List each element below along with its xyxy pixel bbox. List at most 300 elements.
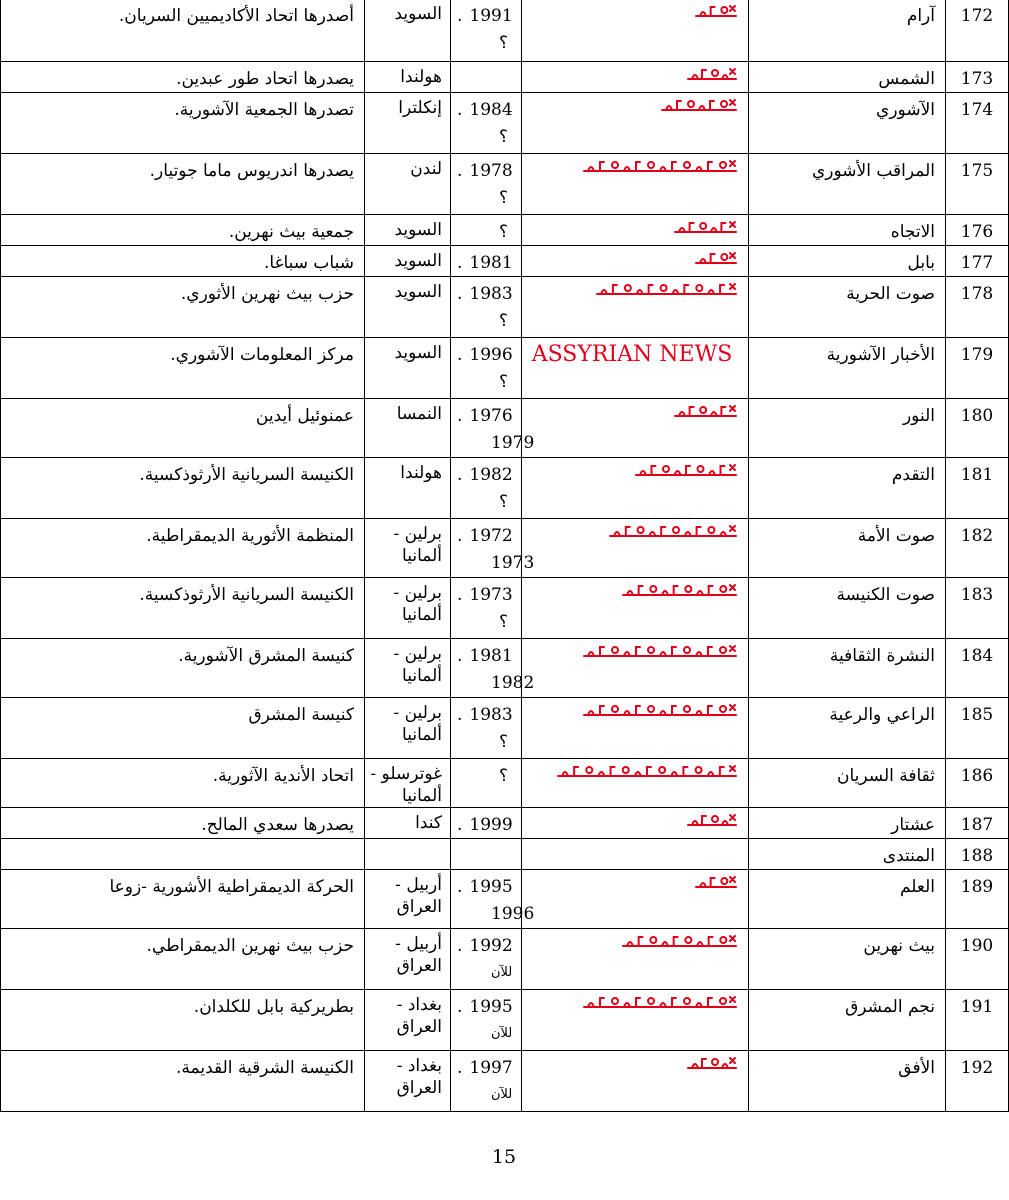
syriac-name-cell (522, 62, 749, 93)
row-number: 172 (960, 6, 994, 26)
number-cell (946, 277, 1009, 338)
year-dot: . (457, 936, 463, 956)
title-text: عشتار (891, 815, 935, 835)
country-line: ألمانيا (402, 725, 442, 745)
country-cell (365, 839, 451, 870)
year-dot: . (457, 877, 463, 897)
year-dot: . (457, 585, 463, 605)
number-cell (946, 639, 1009, 698)
title-cell (749, 338, 946, 399)
notes-cell (1, 990, 365, 1051)
number-cell (946, 0, 1009, 62)
year-end: ؟ (499, 372, 509, 392)
table-row (1, 399, 1009, 458)
notes-text: الكنيسة السريانية الأرثوذكسية. (139, 585, 354, 605)
row-number: 173 (960, 69, 994, 89)
notes-text: كنيسة المشرق (248, 705, 354, 725)
year-dot: . (457, 646, 463, 666)
syriac-name-cell (522, 578, 749, 639)
syriac-name-cell (522, 215, 749, 246)
country-cell (365, 578, 451, 639)
year-end: ؟ (499, 492, 509, 512)
title-cell (749, 154, 946, 215)
notes-text: عمنوئيل أيدين (255, 406, 354, 426)
number-cell (946, 93, 1009, 154)
syriac-name-cell (522, 639, 749, 698)
title-cell (749, 519, 946, 578)
year-dot: . (457, 815, 463, 835)
syriac-script-glyphs (694, 872, 738, 894)
year-dot: . (457, 997, 463, 1017)
syriac-name-cell (522, 246, 749, 277)
row-number: 185 (960, 705, 994, 725)
country-line: النمسا (396, 404, 442, 424)
notes-text: الكنيسة السريانية الأرثوذكسية. (139, 465, 354, 485)
table-row (1, 246, 1009, 277)
year-line (451, 399, 521, 429)
country-line: إنكلترا (398, 98, 442, 118)
notes-cell (1, 62, 365, 93)
syriac-script-glyphs (673, 217, 738, 239)
year-end: 1996 (491, 904, 535, 924)
year-dot: . (457, 100, 463, 120)
year-cell (451, 639, 535, 698)
syriac-script-glyphs (582, 700, 738, 722)
syriac-script-glyphs (686, 810, 738, 832)
number-cell (946, 990, 1009, 1051)
notes-text: الكنيسة الشرقية القديمة. (176, 1058, 354, 1078)
table-row (1, 578, 1009, 639)
title-text: الراعي والرعية (829, 705, 935, 725)
title-cell (749, 215, 946, 246)
notes-text: يصدرها سعدي المالح. (201, 815, 354, 835)
notes-cell (1, 698, 365, 759)
year-line (451, 698, 521, 728)
notes-text: أصدرها اتحاد الأكاديميين السريان. (118, 6, 354, 26)
notes-cell (1, 338, 365, 399)
syriac-script-glyphs (621, 580, 738, 602)
table-row (1, 0, 1009, 62)
notes-text: حزب بيث نهرين الأثوري. (180, 284, 354, 304)
year-start: 1992 (469, 936, 513, 956)
syriac-script-glyphs (595, 279, 738, 301)
country-cell (365, 1051, 451, 1112)
country-cell (365, 154, 451, 215)
country-line: بغداد - (396, 1056, 442, 1076)
notes-text: اتحاد الأندية الآثورية. (212, 766, 354, 786)
title-cell (749, 277, 946, 338)
syriac-script-glyphs (621, 931, 738, 953)
number-cell (946, 215, 1009, 246)
table-row (1, 338, 1009, 399)
table-row (1, 839, 1009, 870)
notes-cell (1, 839, 365, 870)
row-number: 174 (960, 100, 994, 120)
syriac-name-cell (522, 990, 749, 1051)
country-line: كندا (415, 813, 442, 833)
title-text: العلم (899, 877, 935, 897)
year-cell (451, 338, 522, 399)
country-cell (365, 399, 451, 458)
number-cell (946, 519, 1009, 578)
syriac-script-glyphs (582, 992, 738, 1014)
year-line (451, 338, 521, 368)
row-number: 177 (960, 253, 994, 273)
syriac-script-glyphs (694, 1, 738, 23)
syriac-script-glyphs (556, 761, 738, 783)
year-start: 1976 (469, 406, 513, 426)
row-number: 182 (960, 526, 994, 546)
country-cell (365, 338, 451, 399)
country-cell (365, 215, 451, 246)
syriac-script-glyphs (634, 460, 738, 482)
country-cell (365, 929, 451, 990)
table-row (1, 1051, 1009, 1112)
country-line: أربيل - (395, 934, 442, 954)
country-line: بغداد - (396, 995, 442, 1015)
row-number: 176 (960, 222, 994, 242)
year-end: ؟ (499, 33, 509, 53)
country-cell (365, 639, 451, 698)
year-cell (451, 519, 535, 578)
syriac-name-cell (522, 519, 749, 578)
notes-cell (1, 0, 365, 62)
syriac-name-cell (522, 399, 749, 458)
syriac-name-cell (522, 0, 749, 62)
year-end: ؟ (499, 127, 509, 147)
year-cell (451, 929, 522, 990)
notes-text: مركز المعلومات الآشوري. (170, 345, 354, 365)
country-line: السويد (394, 251, 442, 271)
country-line: العراق (396, 897, 442, 917)
number-cell (946, 458, 1009, 519)
year-start: 1973 (469, 585, 513, 605)
country-line: ألمانيا (402, 666, 442, 686)
title-text: المنتدى (882, 846, 935, 866)
notes-cell (1, 519, 365, 578)
year-cell (451, 62, 522, 93)
year-start: 1981 (469, 646, 513, 666)
year-cell (451, 0, 522, 62)
title-cell (749, 639, 946, 698)
number-cell (946, 839, 1009, 870)
year-dot: . (457, 1058, 463, 1078)
year-end: ؟ (499, 612, 509, 632)
row-number: 192 (960, 1058, 994, 1078)
notes-cell (1, 246, 365, 277)
syriac-script-glyphs (686, 1053, 738, 1075)
year-dot: . (457, 465, 463, 485)
year-cell (451, 839, 522, 870)
latin-name: ASSYRIAN NEWS (531, 342, 733, 367)
country-line: ألمانيا (402, 546, 442, 566)
country-line: السويد (394, 220, 442, 240)
title-cell (749, 929, 946, 990)
notes-cell (1, 808, 365, 839)
year-line (451, 639, 521, 669)
country-cell (365, 759, 451, 808)
row-number: 184 (960, 646, 994, 666)
title-text: النور (902, 406, 935, 426)
row-number: 175 (960, 161, 994, 181)
country-line: السويد (394, 282, 442, 302)
syriac-name-cell (522, 277, 749, 338)
year-cell (451, 399, 535, 458)
title-text: نجم المشرق (845, 997, 935, 1017)
country-line: غوترسلو - (370, 764, 442, 784)
title-cell (749, 399, 946, 458)
syriac-script-glyphs (660, 95, 738, 117)
country-line: هولندا (400, 463, 442, 483)
row-number: 181 (960, 465, 994, 485)
year-cell (451, 578, 522, 639)
year-unknown: ؟ (499, 766, 509, 786)
country-line: برلين - (393, 644, 442, 664)
number-cell (946, 338, 1009, 399)
year-line (451, 246, 521, 276)
row-number: 187 (960, 815, 994, 835)
country-line: أربيل - (395, 875, 442, 895)
year-dot: . (457, 161, 463, 181)
notes-text: حزب بيث نهرين الديمقراطي. (146, 936, 354, 956)
year-cell (451, 458, 522, 519)
notes-text: يصدرها اتحاد طور عبدين. (176, 69, 354, 89)
year-end: للآن (491, 1026, 513, 1041)
year-cell (451, 759, 522, 808)
country-line: العراق (396, 1078, 442, 1098)
country-line: هولندا (400, 67, 442, 87)
year-line (451, 1051, 521, 1081)
table-row (1, 698, 1009, 759)
notes-cell (1, 93, 365, 154)
year-unknown: ؟ (499, 222, 509, 242)
year-start: 1999 (469, 815, 513, 835)
title-cell (749, 870, 946, 929)
number-cell (946, 62, 1009, 93)
year-start: 1983 (469, 705, 513, 725)
table-row (1, 808, 1009, 839)
syriac-name-cell (522, 338, 749, 399)
number-cell (946, 870, 1009, 929)
row-number: 178 (960, 284, 994, 304)
syriac-script-glyphs (582, 156, 738, 178)
year-end: 1979 (491, 433, 535, 453)
year-start: 1991 (469, 6, 513, 26)
country-cell (365, 519, 451, 578)
year-cell (451, 215, 522, 246)
row-number: 191 (960, 997, 994, 1017)
table-row (1, 929, 1009, 990)
table-row (1, 990, 1009, 1051)
notes-cell (1, 870, 365, 929)
table-row (1, 870, 1009, 929)
country-cell (365, 458, 451, 519)
syriac-script-glyphs (673, 401, 738, 423)
table-body (1, 0, 1009, 1112)
country-cell (365, 870, 451, 929)
row-number: 188 (960, 846, 994, 866)
syriac-name-cell (522, 759, 749, 808)
country-cell (365, 698, 451, 759)
table-row (1, 215, 1009, 246)
title-cell (749, 1051, 946, 1112)
notes-text: شباب سباغا. (264, 253, 354, 273)
year-dot: . (457, 345, 463, 365)
title-text: الشمس (878, 69, 935, 89)
table-row (1, 519, 1009, 578)
title-text: صوت الكنيسة (836, 585, 935, 605)
syriac-name-cell (522, 154, 749, 215)
year-start: 1995 (469, 997, 513, 1017)
number-cell (946, 759, 1009, 808)
country-cell (365, 990, 451, 1051)
title-text: بابل (907, 253, 935, 273)
year-end: للآن (491, 1087, 513, 1102)
row-number: 186 (960, 766, 994, 786)
title-text: التقدم (891, 465, 935, 485)
title-cell (749, 759, 946, 808)
syriac-name-cell (522, 698, 749, 759)
syriac-script-glyphs (686, 64, 738, 86)
notes-text: كنيسة المشرق الآشورية. (178, 646, 354, 666)
year-start: 1982 (469, 465, 513, 485)
year-dot: . (457, 284, 463, 304)
year-end: ؟ (499, 732, 509, 752)
year-dot: . (457, 705, 463, 725)
year-cell (451, 870, 535, 929)
country-cell (365, 62, 451, 93)
notes-text: جمعية بيث نهرين. (228, 222, 354, 242)
country-line: برلين - (393, 524, 442, 544)
notes-cell (1, 277, 365, 338)
number-cell (946, 399, 1009, 458)
notes-cell (1, 578, 365, 639)
number-cell (946, 578, 1009, 639)
year-dot: . (457, 6, 463, 26)
title-cell (749, 578, 946, 639)
title-cell (749, 698, 946, 759)
notes-text: الحركة الديمقراطية الأشورية -زوعا (109, 877, 354, 897)
year-line (451, 870, 521, 900)
notes-cell (1, 215, 365, 246)
country-line: لندن (410, 159, 442, 179)
year-end: 1973 (491, 553, 535, 573)
year-cell (451, 246, 522, 277)
number-cell (946, 154, 1009, 215)
table-row (1, 277, 1009, 338)
syriac-name-cell (522, 929, 749, 990)
country-line: برلين - (393, 583, 442, 603)
year-start: 1984 (469, 100, 513, 120)
title-cell (749, 458, 946, 519)
year-start: 1983 (469, 284, 513, 304)
year-start: 1997 (469, 1058, 513, 1078)
table-row (1, 154, 1009, 215)
year-line (451, 0, 521, 29)
table-row (1, 759, 1009, 808)
country-cell (365, 0, 451, 62)
year-dot: . (457, 253, 463, 273)
syriac-script-glyphs (582, 641, 738, 663)
notes-cell (1, 154, 365, 215)
title-cell (749, 808, 946, 839)
title-cell (749, 93, 946, 154)
title-text: بيث نهرين (863, 936, 935, 956)
title-text: الاتجاه (890, 222, 935, 242)
number-cell (946, 1051, 1009, 1112)
country-line: ألمانيا (402, 605, 442, 625)
year-cell (451, 93, 522, 154)
year-end: للآن (491, 965, 513, 980)
number-cell (946, 929, 1009, 990)
country-cell (365, 246, 451, 277)
row-number: 190 (960, 936, 994, 956)
number-cell (946, 246, 1009, 277)
title-cell (749, 839, 946, 870)
title-text: الآشوري (876, 100, 935, 120)
title-text: ثقافة السريان (837, 766, 935, 786)
notes-text: تصدرها الجمعية الآشورية. (174, 100, 354, 120)
notes-cell (1, 399, 365, 458)
title-text: المراقب الأشوري (811, 161, 935, 181)
year-cell (451, 808, 522, 839)
title-text: الأخبار الآشورية (826, 345, 935, 365)
year-end: ؟ (499, 188, 509, 208)
country-line: العراق (396, 1017, 442, 1037)
notes-cell (1, 458, 365, 519)
row-number: 183 (960, 585, 994, 605)
notes-cell (1, 929, 365, 990)
country-cell (365, 93, 451, 154)
title-text: آرام (906, 6, 935, 26)
title-text: صوت الحرية (846, 284, 935, 304)
country-line: ألمانيا (402, 786, 442, 806)
country-line: العراق (396, 956, 442, 976)
syriac-name-cell (522, 93, 749, 154)
year-line (451, 990, 521, 1020)
syriac-script-glyphs (608, 521, 738, 543)
year-cell (451, 277, 522, 338)
title-cell (749, 62, 946, 93)
syriac-script-glyphs (694, 248, 738, 270)
table-row (1, 62, 1009, 93)
syriac-name-cell (522, 870, 749, 929)
title-cell (749, 0, 946, 62)
year-line (451, 93, 521, 123)
table-row (1, 93, 1009, 154)
notes-text: المنظمة الأثورية الديمقراطية. (146, 526, 354, 546)
year-cell (451, 698, 522, 759)
notes-cell (1, 639, 365, 698)
year-dot: . (457, 406, 463, 426)
year-start: 1972 (469, 526, 513, 546)
year-line (451, 929, 521, 959)
year-cell (451, 154, 522, 215)
title-cell (749, 246, 946, 277)
notes-text: بطريركية بابل للكلدان. (193, 997, 354, 1017)
country-cell (365, 277, 451, 338)
row-number: 179 (960, 345, 994, 365)
number-cell (946, 698, 1009, 759)
syriac-name-cell (522, 458, 749, 519)
syriac-name-cell (522, 1051, 749, 1112)
country-line: برلين - (393, 703, 442, 723)
country-line: السويد (394, 343, 442, 363)
year-end: 1982 (491, 673, 535, 693)
year-line (451, 808, 521, 838)
year-line (451, 277, 521, 307)
country-cell (365, 808, 451, 839)
